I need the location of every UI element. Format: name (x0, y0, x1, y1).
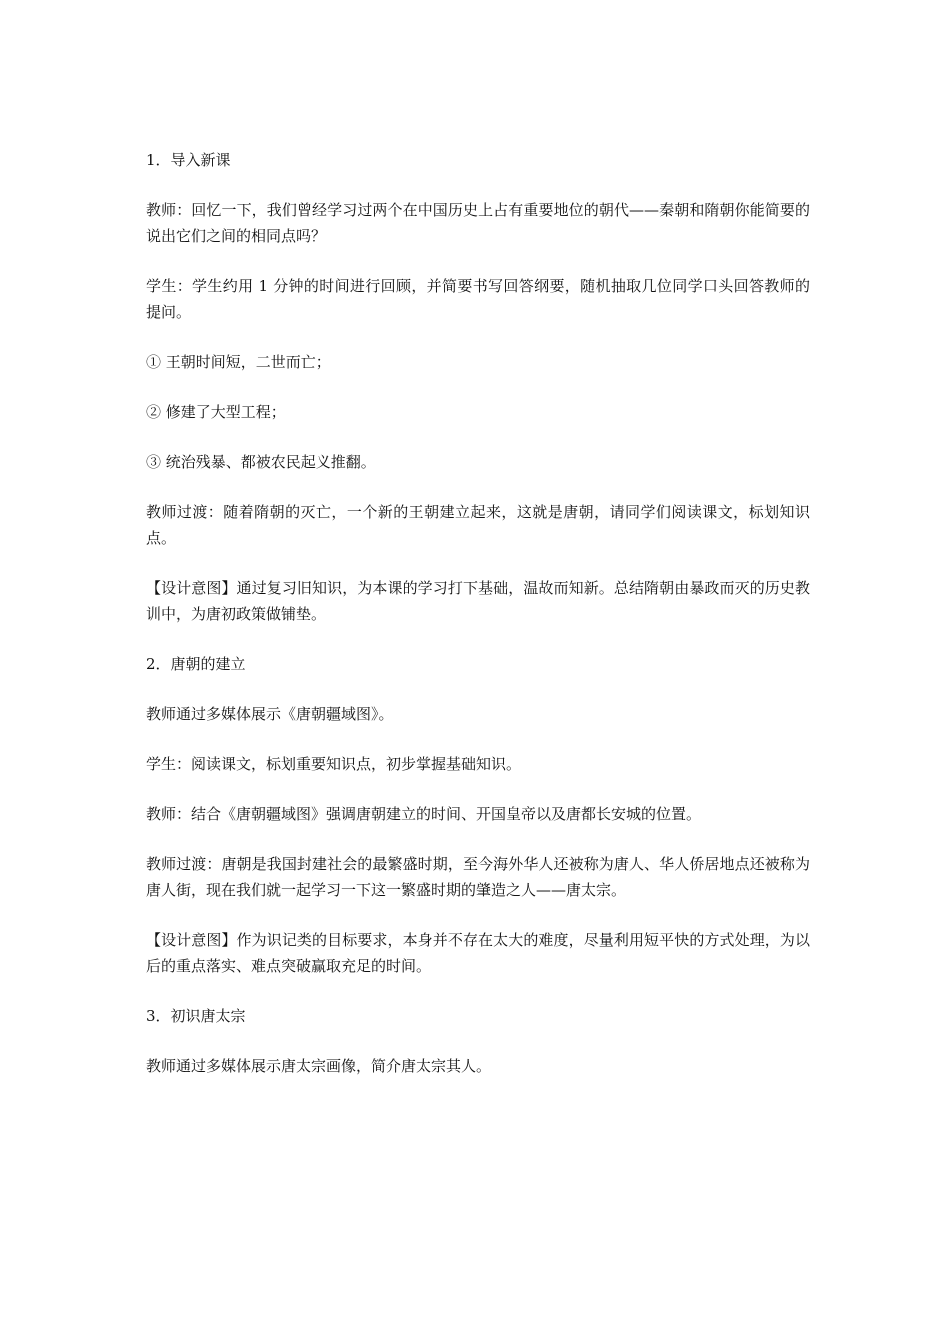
design-intent-two: 【设计意图】作为识记类的目标要求，本身并不存在太大的难度，尽量利用短平快的方式处理，为以后的重点落实、难点突破赢取充足的时间。 (146, 931, 810, 975)
point-three: ③ 统治残暴、都被农民起义推翻。 (146, 453, 376, 471)
section-heading-taizong: 3．初识唐太宗 (146, 1007, 246, 1025)
teacher-transition-one: 教师过渡：随着隋朝的灭亡，一个新的王朝建立起来，这就是唐朝，请同学们阅读课文，标划知识点。 (146, 503, 810, 547)
document-body (146, 147, 810, 1103)
student-reading: 学生：阅读课文，标划重要知识点，初步掌握基础知识。 (146, 755, 522, 773)
design-intent-one: 【设计意图】通过复习旧知识，为本课的学习打下基础，温故而知新。总结隋朝由暴政而灭的历史教训中，为唐初政策做铺垫。 (146, 579, 810, 623)
teacher-map-display: 教师通过多媒体展示《唐朝疆域图》。 (146, 705, 394, 723)
section-heading-founding: 2．唐朝的建立 (146, 655, 246, 673)
teacher-transition-two: 教师过渡：唐朝是我国封建社会的最繁盛时期，至今海外华人还被称为唐人、华人侨居地点还被称为唐人街，现在我们就一起学习一下这一繁盛时期的肇造之人——唐太宗。 (146, 855, 810, 899)
teacher-emphasis: 教师：结合《唐朝疆域图》强调唐朝建立的时间、开国皇帝以及唐都长安城的位置。 (146, 805, 702, 823)
section-heading-intro: 1．导入新课 (146, 151, 231, 169)
student-review: 学生：学生约用 1 分钟的时间进行回顾，并简要书写回答纲要，随机抽取几位同学口头回答教师的提问。 (146, 277, 810, 321)
teacher-question: 教师：回忆一下，我们曾经学习过两个在中国历史上占有重要地位的朝代——秦朝和隋朝你能简要的说出它们之间的相同点吗？ (146, 201, 810, 245)
point-two: ② 修建了大型工程； (146, 403, 286, 421)
teacher-portrait-display: 教师通过多媒体展示唐太宗画像，简介唐太宗其人。 (146, 1057, 492, 1075)
point-one: ① 王朝时间短，二世而亡； (146, 353, 331, 371)
